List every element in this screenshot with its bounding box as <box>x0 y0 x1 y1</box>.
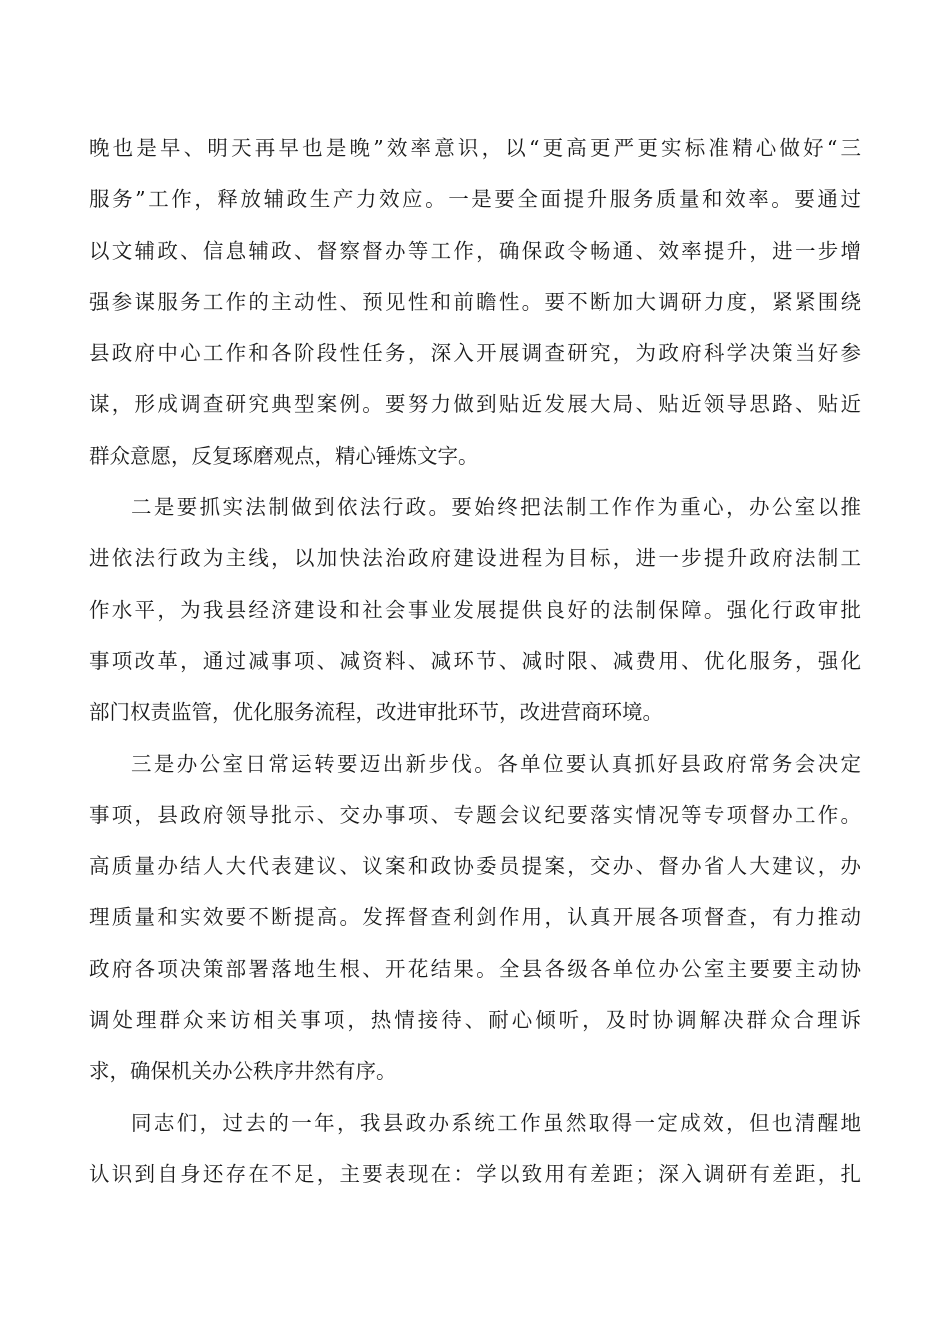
document-body <box>89 123 861 1200</box>
text-line: 以文辅政、信息辅政、督察督办等工作，确保政令畅通、效率提升，进一步增 <box>89 238 861 263</box>
text-line: 认识到自身还存在不足，主要表现在：学以致用有差距；深入调研有差距，扎 <box>89 1161 861 1186</box>
text-line: 高质量办结人大代表建议、议案和政协委员提案，交办、督办省人大建议，办 <box>89 854 861 879</box>
text-line: 强参谋服务工作的主动性、预见性和前瞻性。要不断加大调研力度，紧紧围绕 <box>89 289 861 314</box>
paragraph-end-line: 求，确保机关办公秩序井然有序。 <box>89 1059 397 1084</box>
text-line: 政府各项决策部署落地生根、开花结果。全县各级各单位办公室主要要主动协 <box>89 956 861 981</box>
text-line: 服务”工作，释放辅政生产力效应。一是要全面提升服务质量和效率。要通过 <box>89 187 861 212</box>
paragraph-start-line: 同志们，过去的一年，我县政办系统工作虽然取得一定成效，但也清醒地 <box>131 1110 861 1135</box>
text-line: 理质量和实效要不断提高。发挥督查利剑作用，认真开展各项督查，有力推动 <box>89 905 861 930</box>
text-line: 县政府中心工作和各阶段性任务，深入开展调查研究，为政府科学决策当好参 <box>89 341 861 366</box>
paragraph-end-line: 部门权责监管，优化服务流程，改进审批环节，改进营商环境。 <box>89 700 663 725</box>
text-line: 事项改革，通过减事项、减资料、减环节、减时限、减费用、优化服务，强化 <box>89 648 861 673</box>
text-line: 作水平，为我县经济建设和社会事业发展提供良好的法制保障。强化行政审批 <box>89 597 861 622</box>
text-line: 谋，形成调查研究典型案例。要努力做到贴近发展大局、贴近领导思路、贴近 <box>89 392 861 417</box>
paragraph-end-line: 群众意愿，反复琢磨观点，精心锤炼文字。 <box>89 443 479 468</box>
text-line: 事项，县政府领导批示、交办事项、专题会议纪要落实情况等专项督办工作。 <box>89 802 861 827</box>
text-line: 进依法行政为主线，以加快法治政府建设进程为目标，进一步提升政府法制工 <box>89 546 861 571</box>
text-line: 调处理群众来访相关事项，热情接待、耐心倾听，及时协调解决群众合理诉 <box>89 1008 861 1033</box>
text-line: 晚也是早、明天再早也是晚”效率意识，以“更高更严更实标准精心做好“三 <box>89 136 861 160</box>
paragraph-start-line: 三是办公室日常运转要迈出新步伐。各单位要认真抓好县政府常务会决定 <box>131 751 861 776</box>
paragraph-start-line: 二是要抓实法制做到依法行政。要始终把法制工作作为重心，办公室以推 <box>131 495 861 520</box>
